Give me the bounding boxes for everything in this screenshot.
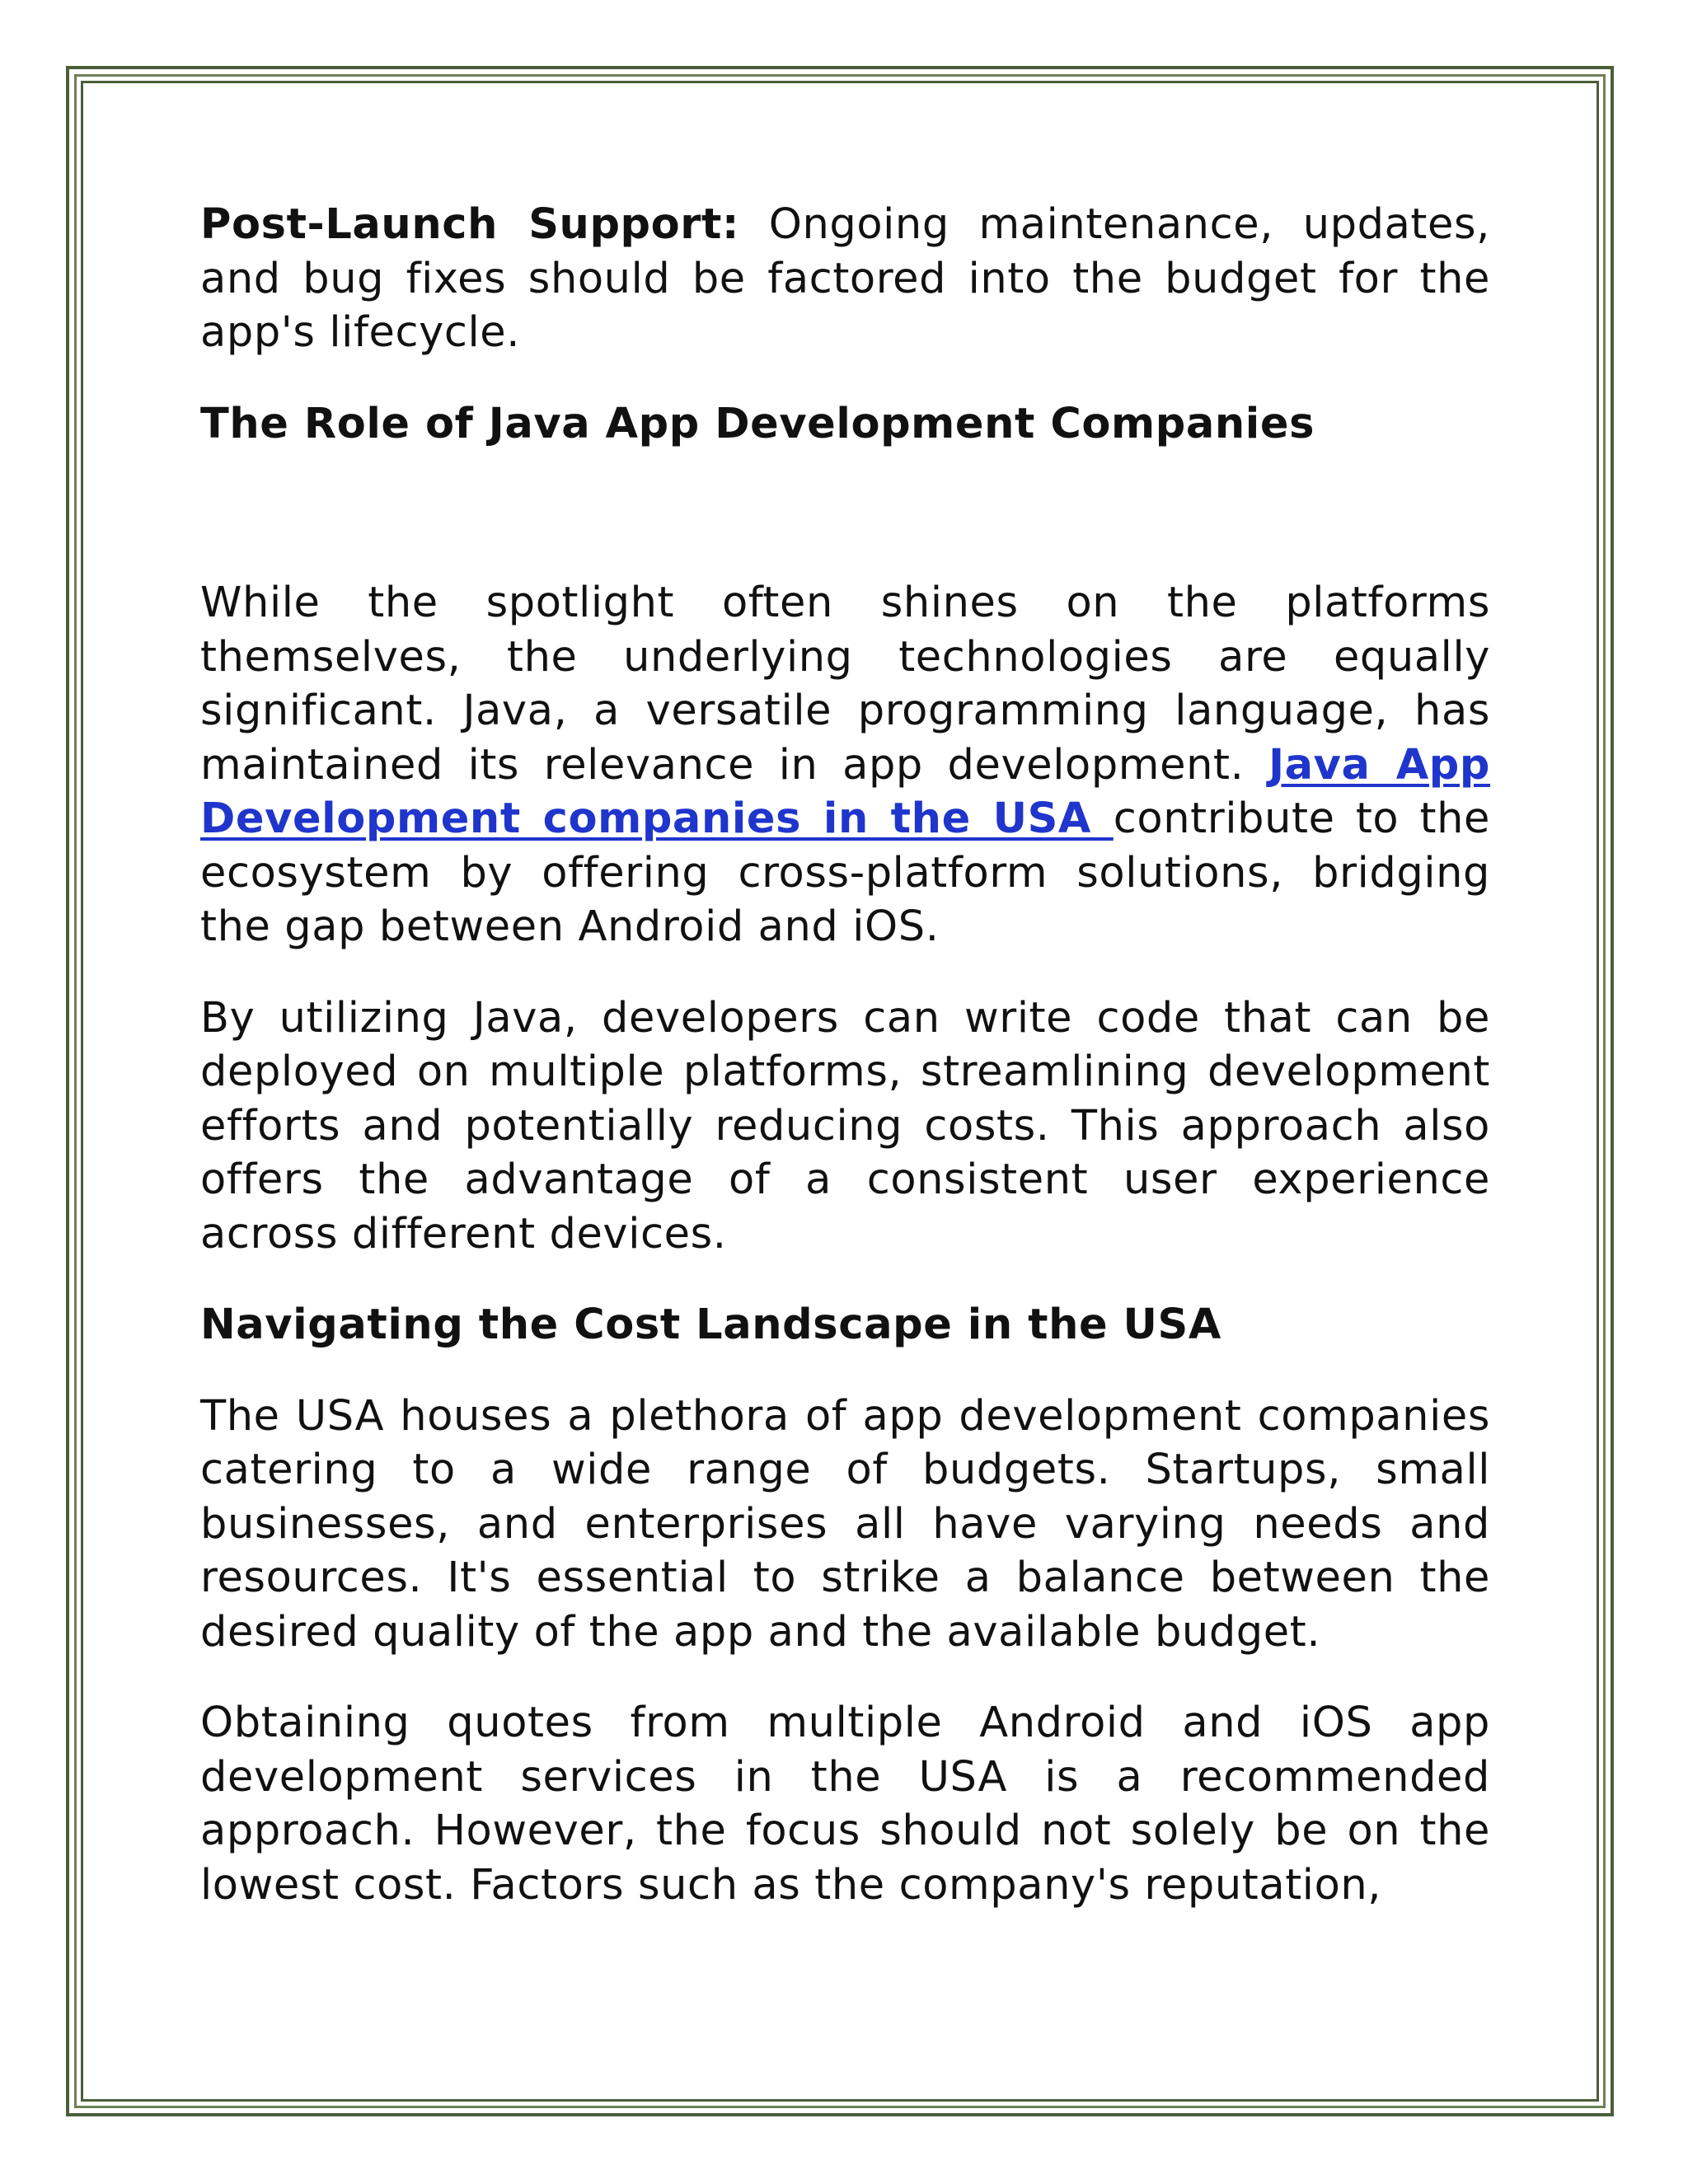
java-paragraph-text-after: contribute to the ecosystem by offering cross-platform solutions, bridging the gap between Android and iOS. [200,794,1490,951]
java-paragraph [200,576,1490,954]
java-paragraph-text-before: While the spotlight often shines on the platforms themselves, the underlying technologies are equally significant. Java, a versatile programming language, has maintained its relevance in app development. [200,579,1490,790]
usa-companies-paragraph: The USA houses a plethora of app development companies catering to a wide range of budgets. Startups, small businesses, and enterprises all have varying needs and resources. It's essential to strike a balance between the desired quality of the app and the available budget. [200,1391,1490,1657]
utilizing-java-paragraph: By utilizing Java, developers can write code that can be deployed on multiple platforms, streamlining development efforts and potentially reducing costs. This approach also offers the advantage of a consistent user experience across different devices. [200,993,1490,1258]
java-app-development-link[interactable]: Java App Development companies in the USA [200,740,1490,843]
post-launch-text: Ongoing maintenance, updates, and bug fixes should be factored into the budget for the app's lifecycle. [200,200,1490,357]
heading-java-role: The Role of Java App Development Companies [200,399,1315,448]
document-body [200,198,1490,1912]
quotes-paragraph: Obtaining quotes from multiple Android and iOS app development services in the USA is a recommended approach. However, the focus should not solely be on the lowest cost. Factors such as the company's reputation, [200,1699,1490,1910]
post-launch-label: Post-Launch Support: [200,200,740,249]
post-launch-paragraph [200,198,1490,360]
heading-cost-landscape: Navigating the Cost Landscape in the USA [200,1301,1221,1349]
